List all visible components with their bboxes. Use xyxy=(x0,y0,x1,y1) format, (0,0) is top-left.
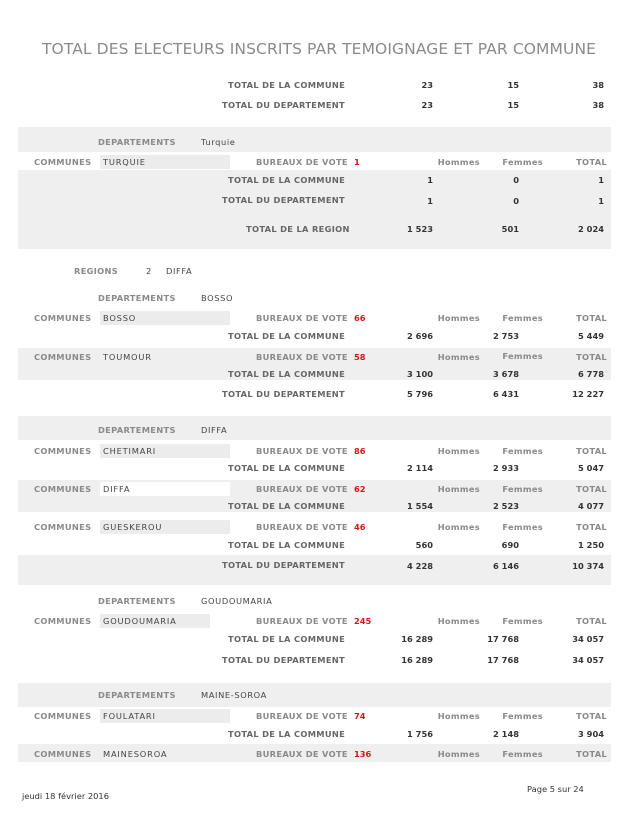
femmes-value: 15 xyxy=(507,100,519,110)
hommes-header: Hommes xyxy=(437,446,480,456)
total-value: 38 xyxy=(592,100,604,110)
departements-label: DEPARTEMENTS xyxy=(98,293,176,303)
communes-label: COMMUNES xyxy=(34,352,92,362)
total-header: TOTAL xyxy=(576,749,607,759)
hommes-header: Hommes xyxy=(437,711,480,721)
commune-name: TURQUIE xyxy=(103,157,146,167)
femmes-header: Femmes xyxy=(502,616,543,626)
communes-label: COMMUNES xyxy=(34,616,92,626)
femmes-value: 0 xyxy=(513,175,519,185)
commune-name: GUESKEROU xyxy=(103,522,163,532)
total-value: 10 374 xyxy=(572,561,604,571)
commune-name-box xyxy=(100,155,230,169)
bureaux-label: BUREAUX DE VOTE xyxy=(256,616,348,626)
regions-label: REGIONS xyxy=(74,266,119,276)
hommes-value: 23 xyxy=(421,100,433,110)
total-header: TOTAL xyxy=(576,616,607,626)
total-value: 1 xyxy=(598,175,604,185)
total-commune-label: TOTAL DE LA COMMUNE xyxy=(228,634,346,644)
hommes-header: Hommes xyxy=(437,484,480,494)
total-commune-label: TOTAL DE LA COMMUNE xyxy=(228,729,346,739)
hommes-value: 2 114 xyxy=(407,463,433,473)
total-header: TOTAL xyxy=(576,711,607,721)
total-header: TOTAL xyxy=(576,522,607,532)
page-number: Page 5 sur 24 xyxy=(527,784,584,794)
femmes-header: Femmes xyxy=(502,157,543,167)
bureaux-count: 245 xyxy=(354,616,372,626)
total-header: TOTAL xyxy=(576,352,607,362)
femmes-header: Femmes xyxy=(502,522,543,532)
total-value: 4 077 xyxy=(578,501,604,511)
femmes-value: 15 xyxy=(507,80,519,90)
departements-label: DEPARTEMENTS xyxy=(98,690,176,700)
communes-label: COMMUNES xyxy=(34,749,92,759)
total-commune-label: TOTAL DE LA COMMUNE xyxy=(228,331,346,341)
total-commune-label: TOTAL DE LA COMMUNE xyxy=(228,175,346,185)
bureaux-count: 1 xyxy=(354,157,360,167)
page-title: TOTAL DES ELECTEURS INSCRITS PAR TEMOIGNAGE ET PAR COMMUNE xyxy=(41,40,597,58)
total-value: 5 449 xyxy=(578,331,604,341)
hommes-value: 4 228 xyxy=(407,561,433,571)
commune-name-box xyxy=(100,520,230,534)
commune-name-box xyxy=(100,350,230,364)
communes-label: COMMUNES xyxy=(34,711,92,721)
hommes-value: 1 756 xyxy=(407,729,433,739)
bureaux-count: 58 xyxy=(354,352,366,362)
hommes-value: 2 696 xyxy=(407,331,433,341)
hommes-value: 3 100 xyxy=(407,369,433,379)
total-departement-label: TOTAL DU DEPARTEMENT xyxy=(222,655,346,665)
hommes-value: 1 xyxy=(427,175,433,185)
total-commune-label: TOTAL DE LA COMMUNE xyxy=(228,540,346,550)
departement-name: GOUDOUMARIA xyxy=(201,596,273,606)
commune-name: GOUDOUMARIA xyxy=(103,616,177,626)
total-value: 6 778 xyxy=(578,369,604,379)
hommes-value: 1 523 xyxy=(407,224,433,234)
bureaux-count: 74 xyxy=(354,711,366,721)
bureaux-count: 86 xyxy=(354,446,366,456)
femmes-header: Femmes xyxy=(502,711,543,721)
bureaux-count: 136 xyxy=(354,749,372,759)
femmes-value: 6 146 xyxy=(493,561,519,571)
total-departement-label: TOTAL DU DEPARTEMENT xyxy=(222,195,346,205)
total-departement-label: TOTAL DU DEPARTEMENT xyxy=(222,100,346,110)
communes-label: COMMUNES xyxy=(34,313,92,323)
departement-name: DIFFA xyxy=(201,425,228,435)
femmes-value: 2 933 xyxy=(493,463,519,473)
femmes-value: 17 768 xyxy=(487,655,519,665)
commune-name-box xyxy=(100,444,230,458)
departements-label: DEPARTEMENTS xyxy=(98,137,176,147)
total-commune-label: TOTAL DE LA COMMUNE xyxy=(228,80,346,90)
departement-name: Turquie xyxy=(201,137,236,147)
departement-name: BOSSO xyxy=(201,293,234,303)
hommes-value: 5 796 xyxy=(407,389,433,399)
total-header: TOTAL xyxy=(576,313,607,323)
bureaux-count: 66 xyxy=(354,313,366,323)
commune-name: TOUMOUR xyxy=(103,352,152,362)
commune-name: CHETIMARI xyxy=(103,446,157,456)
hommes-header: Hommes xyxy=(437,313,480,323)
total-header: TOTAL xyxy=(576,484,607,494)
total-region-label: TOTAL DE LA REGION xyxy=(246,224,350,234)
femmes-value: 3 678 xyxy=(493,369,519,379)
total-value: 34 057 xyxy=(572,655,604,665)
bureaux-label: BUREAUX DE VOTE xyxy=(256,484,348,494)
bureaux-label: BUREAUX DE VOTE xyxy=(256,711,348,721)
hommes-header: Hommes xyxy=(437,352,480,362)
total-departement-label: TOTAL DU DEPARTEMENT xyxy=(222,560,346,570)
total-header: TOTAL xyxy=(576,157,607,167)
bureaux-label: BUREAUX DE VOTE xyxy=(256,352,348,362)
hommes-header: Hommes xyxy=(437,616,480,626)
commune-name: BOSSO xyxy=(103,313,137,323)
femmes-value: 2 523 xyxy=(493,501,519,511)
hommes-header: Hommes xyxy=(437,157,480,167)
total-value: 3 904 xyxy=(578,729,604,739)
femmes-header: Femmes xyxy=(502,313,543,323)
femmes-header: Femmes xyxy=(502,446,543,456)
region-name: DIFFA xyxy=(166,266,193,276)
hommes-value: 16 289 xyxy=(401,634,433,644)
departements-label: DEPARTEMENTS xyxy=(98,425,176,435)
total-value: 1 xyxy=(598,196,604,206)
total-value: 38 xyxy=(592,80,604,90)
total-header: TOTAL xyxy=(576,446,607,456)
total-commune-label: TOTAL DE LA COMMUNE xyxy=(228,369,346,379)
commune-name: MAINESOROA xyxy=(103,749,168,759)
hommes-value: 23 xyxy=(421,80,433,90)
commune-name: FOULATARI xyxy=(103,711,156,721)
femmes-value: 0 xyxy=(513,196,519,206)
femmes-header: Femmes xyxy=(502,351,543,361)
commune-name-box xyxy=(100,311,230,325)
hommes-value: 16 289 xyxy=(401,655,433,665)
communes-label: COMMUNES xyxy=(34,522,92,532)
commune-name-box xyxy=(100,614,210,628)
total-value: 2 024 xyxy=(578,224,604,234)
total-commune-label: TOTAL DE LA COMMUNE xyxy=(228,501,346,511)
total-departement-label: TOTAL DU DEPARTEMENT xyxy=(222,389,346,399)
total-value: 12 227 xyxy=(572,389,604,399)
bureaux-count: 62 xyxy=(354,484,366,494)
femmes-value: 2 148 xyxy=(493,729,519,739)
total-value: 5 047 xyxy=(578,463,604,473)
femmes-value: 690 xyxy=(501,540,519,550)
bureaux-count: 46 xyxy=(354,522,366,532)
hommes-header: Hommes xyxy=(437,522,480,532)
departements-label: DEPARTEMENTS xyxy=(98,596,176,606)
total-value: 1 250 xyxy=(578,540,604,550)
hommes-value: 1 554 xyxy=(407,501,433,511)
bureaux-label: BUREAUX DE VOTE xyxy=(256,446,348,456)
hommes-header: Hommes xyxy=(437,749,480,759)
commune-name-box xyxy=(100,482,230,496)
bureaux-label: BUREAUX DE VOTE xyxy=(256,157,348,167)
hommes-value: 560 xyxy=(415,540,433,550)
commune-name: DIFFA xyxy=(103,484,131,494)
femmes-header: Femmes xyxy=(502,749,543,759)
communes-label: COMMUNES xyxy=(34,484,92,494)
region-number: 2 xyxy=(146,266,152,276)
communes-label: COMMUNES xyxy=(34,446,92,456)
total-value: 34 057 xyxy=(572,634,604,644)
footer-date: jeudi 18 février 2016 xyxy=(22,791,109,801)
femmes-value: 17 768 xyxy=(487,634,519,644)
bureaux-label: BUREAUX DE VOTE xyxy=(256,522,348,532)
commune-name-box xyxy=(100,709,230,723)
communes-label: COMMUNES xyxy=(34,157,92,167)
departement-name: MAINE-SOROA xyxy=(201,690,267,700)
bureaux-label: BUREAUX DE VOTE xyxy=(256,749,348,759)
commune-name-box xyxy=(100,747,230,761)
bureaux-label: BUREAUX DE VOTE xyxy=(256,313,348,323)
femmes-value: 2 753 xyxy=(493,331,519,341)
femmes-value: 6 431 xyxy=(493,389,519,399)
total-commune-label: TOTAL DE LA COMMUNE xyxy=(228,463,346,473)
hommes-value: 1 xyxy=(427,196,433,206)
femmes-value: 501 xyxy=(501,224,519,234)
femmes-header: Femmes xyxy=(502,484,543,494)
